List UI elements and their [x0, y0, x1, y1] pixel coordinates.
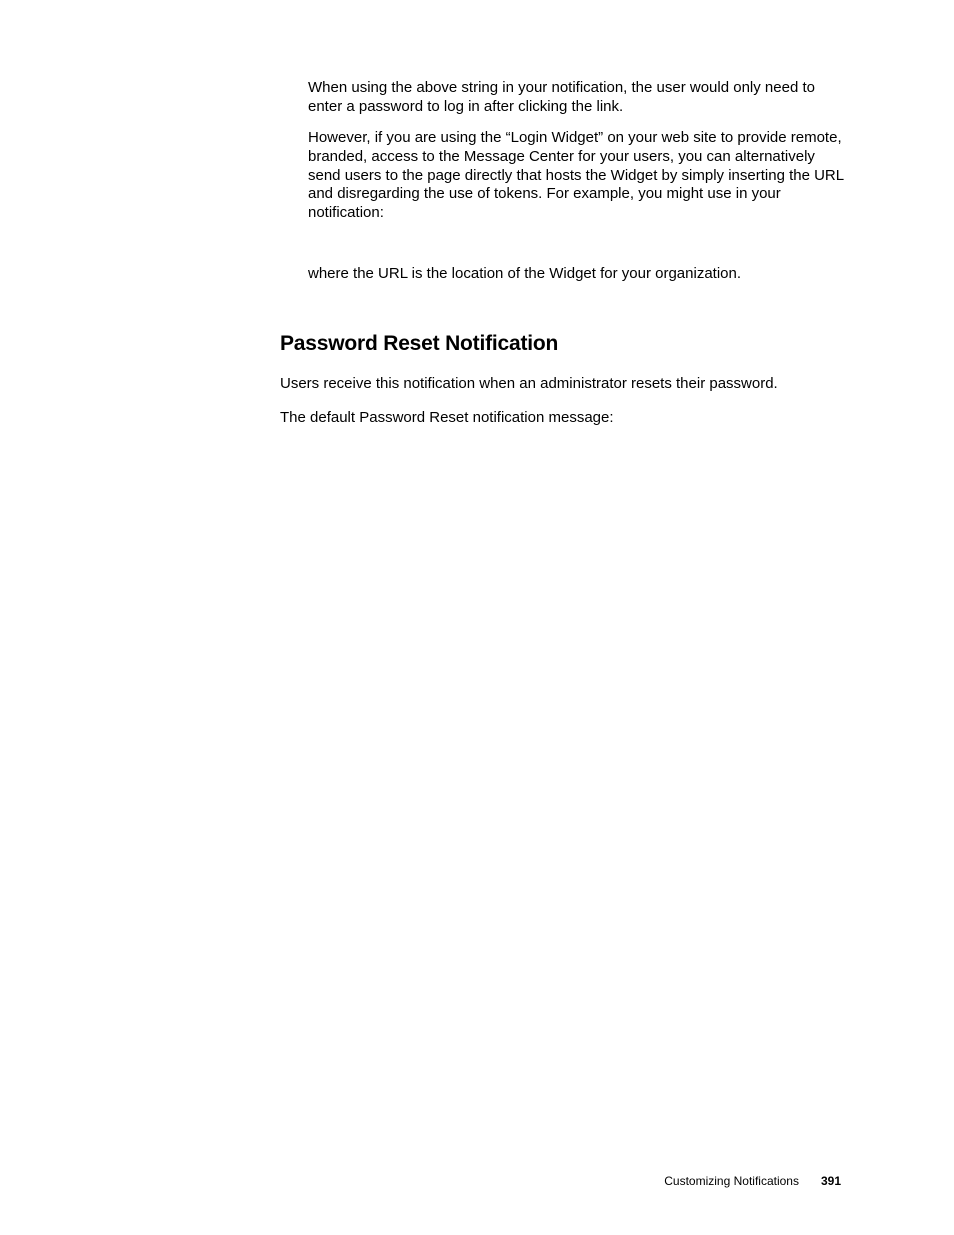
body-paragraph-widget-url: where the URL is the location of the Widget for your organization.: [308, 265, 742, 282]
section-paragraph-description: Users receive this notification when an administrator resets their password.: [280, 375, 778, 392]
body-paragraph-login-widget: However, if you are using the “Login Widget” on your web site to provide remote, branded, access to the Message Center for your users, you can alternatively send users to the page directly that hosts the Widget by simply inserting the URL and disregarding the use of tokens. For example, you might use in your notification:: [308, 129, 844, 222]
section-paragraph-default-message: The default Password Reset notification message:: [280, 409, 614, 426]
footer-page-number: 391: [820, 1174, 841, 1188]
page-footer: [0, 1173, 841, 1189]
section-heading: Password Reset Notification: [280, 332, 559, 355]
footer-chapter-title: Customizing Notifications: [664, 1174, 799, 1188]
body-paragraph-login-string: When using the above string in your notification, the user would only need to enter a password to log in after clicking the link.: [308, 79, 815, 115]
